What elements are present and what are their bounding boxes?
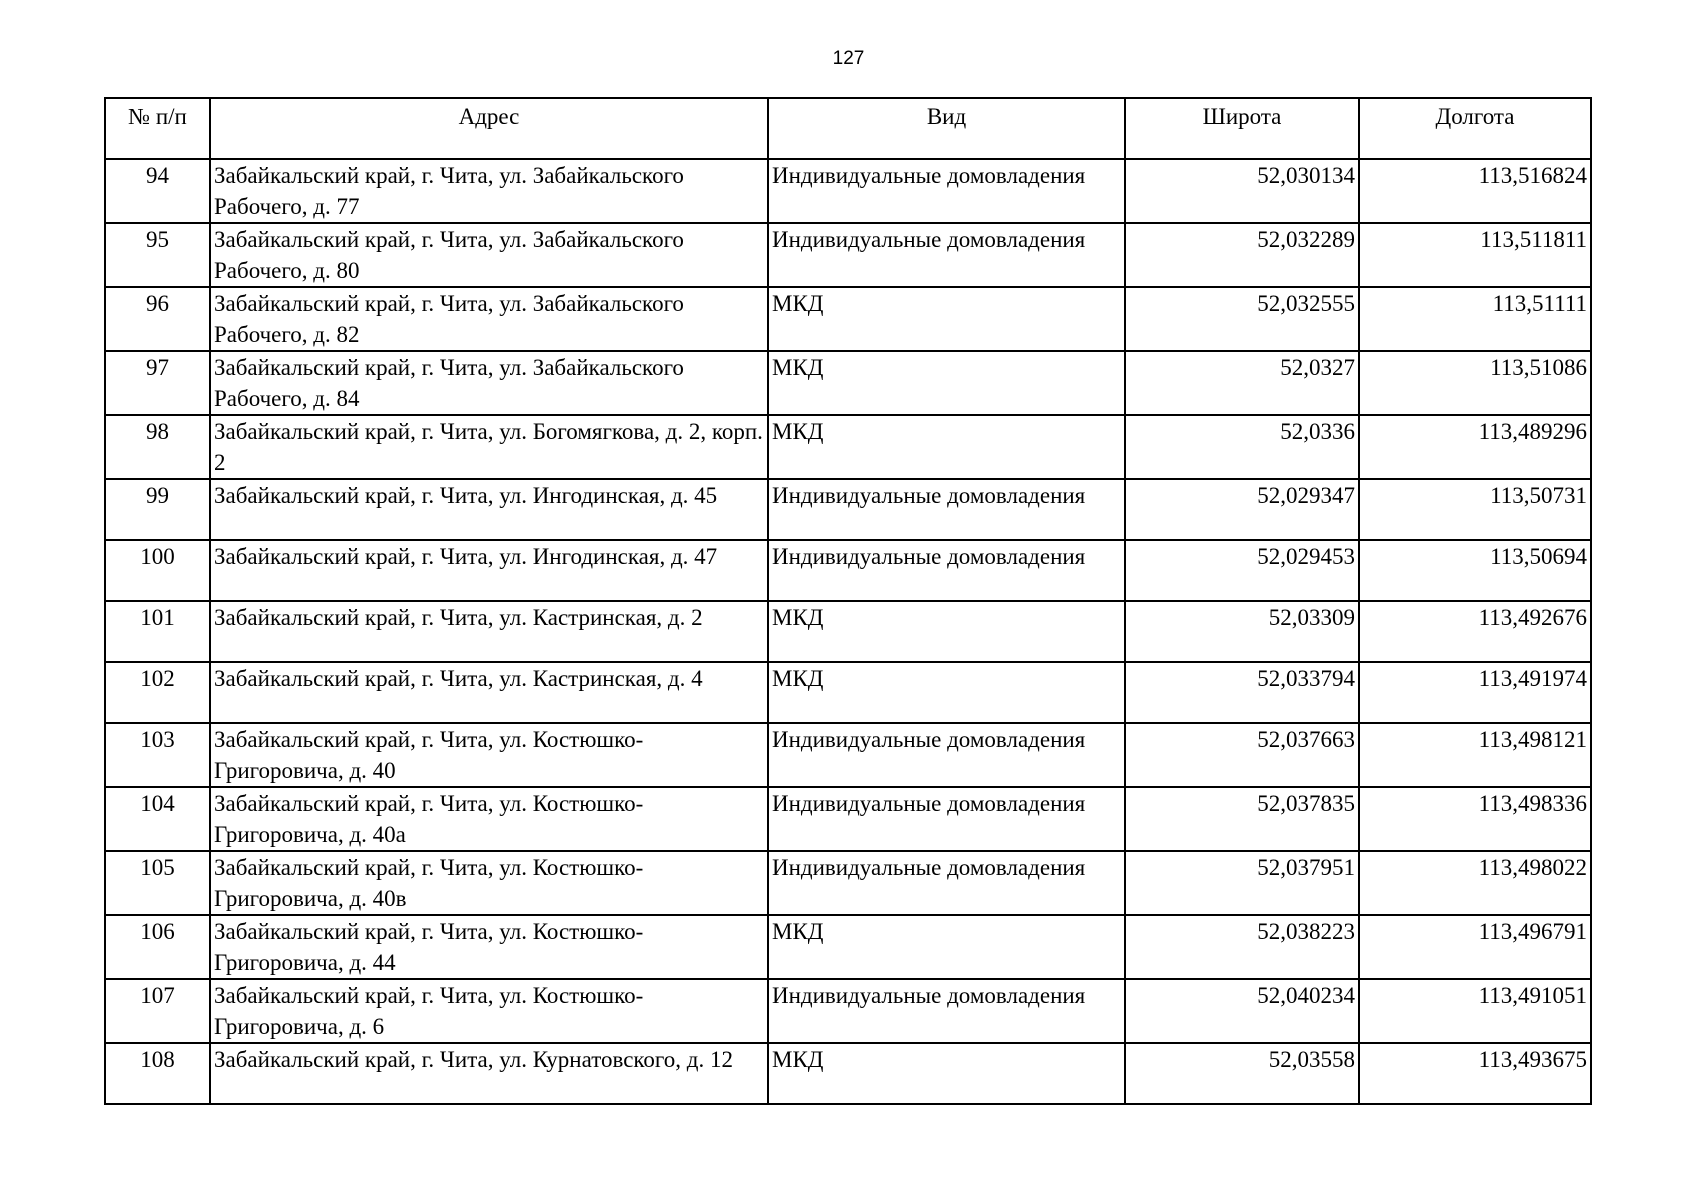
- table-row: [105, 979, 1591, 1043]
- cell-longitude: 113,493675: [1359, 1043, 1591, 1104]
- cell-type: Индивидуальные домовладения: [768, 540, 1125, 601]
- table-row: [105, 479, 1591, 540]
- header-num: № п/п: [105, 98, 210, 159]
- cell-num: 94: [105, 159, 210, 223]
- cell-latitude: 52,032289: [1125, 223, 1359, 287]
- table-row: [105, 787, 1591, 851]
- cell-address: Забайкальский край, г. Чита, ул. Забайкальского Рабочего, д. 80: [210, 223, 768, 287]
- cell-address: Забайкальский край, г. Чита, ул. Курнатовского, д. 12: [210, 1043, 768, 1104]
- cell-longitude: 113,489296: [1359, 415, 1591, 479]
- cell-type: Индивидуальные домовладения: [768, 723, 1125, 787]
- cell-latitude: 52,032555: [1125, 287, 1359, 351]
- cell-latitude: 52,037835: [1125, 787, 1359, 851]
- table-row: [105, 223, 1591, 287]
- header-type: Вид: [768, 98, 1125, 159]
- cell-type: МКД: [768, 601, 1125, 662]
- cell-latitude: 52,037663: [1125, 723, 1359, 787]
- table-row: [105, 1043, 1591, 1104]
- table-row: [105, 851, 1591, 915]
- cell-num: 100: [105, 540, 210, 601]
- address-table: [104, 97, 1592, 1105]
- cell-type: МКД: [768, 1043, 1125, 1104]
- cell-address: Забайкальский край, г. Чита, ул. Костюшко-Григоровича, д. 6: [210, 979, 768, 1043]
- cell-num: 105: [105, 851, 210, 915]
- cell-num: 101: [105, 601, 210, 662]
- cell-type: МКД: [768, 915, 1125, 979]
- cell-latitude: 52,038223: [1125, 915, 1359, 979]
- cell-latitude: 52,029453: [1125, 540, 1359, 601]
- cell-num: 104: [105, 787, 210, 851]
- cell-longitude: 113,516824: [1359, 159, 1591, 223]
- cell-num: 108: [105, 1043, 210, 1104]
- cell-longitude: 113,498022: [1359, 851, 1591, 915]
- cell-address: Забайкальский край, г. Чита, ул. Забайкальского Рабочего, д. 84: [210, 351, 768, 415]
- table-row: [105, 662, 1591, 723]
- header-latitude: Широта: [1125, 98, 1359, 159]
- cell-address: Забайкальский край, г. Чита, ул. Забайкальского Рабочего, д. 82: [210, 287, 768, 351]
- cell-longitude: 113,50694: [1359, 540, 1591, 601]
- table-row: [105, 415, 1591, 479]
- cell-type: Индивидуальные домовладения: [768, 787, 1125, 851]
- cell-latitude: 52,03558: [1125, 1043, 1359, 1104]
- cell-type: Индивидуальные домовладения: [768, 979, 1125, 1043]
- cell-num: 107: [105, 979, 210, 1043]
- cell-latitude: 52,029347: [1125, 479, 1359, 540]
- cell-latitude: 52,037951: [1125, 851, 1359, 915]
- cell-longitude: 113,511811: [1359, 223, 1591, 287]
- cell-latitude: 52,0336: [1125, 415, 1359, 479]
- cell-address: Забайкальский край, г. Чита, ул. Костюшко-Григоровича, д. 40а: [210, 787, 768, 851]
- page-number: 127: [832, 48, 865, 69]
- cell-longitude: 113,491974: [1359, 662, 1591, 723]
- cell-longitude: 113,498121: [1359, 723, 1591, 787]
- cell-address: Забайкальский край, г. Чита, ул. Костюшко-Григоровича, д. 40: [210, 723, 768, 787]
- cell-type: Индивидуальные домовладения: [768, 851, 1125, 915]
- table-row: [105, 351, 1591, 415]
- table-body: [105, 159, 1591, 1104]
- cell-type: Индивидуальные домовладения: [768, 159, 1125, 223]
- cell-num: 103: [105, 723, 210, 787]
- cell-address: Забайкальский край, г. Чита, ул. Ингодинская, д. 47: [210, 540, 768, 601]
- cell-num: 106: [105, 915, 210, 979]
- cell-address: Забайкальский край, г. Чита, ул. Богомягкова, д. 2, корп. 2: [210, 415, 768, 479]
- cell-num: 98: [105, 415, 210, 479]
- table-row: [105, 601, 1591, 662]
- cell-num: 102: [105, 662, 210, 723]
- cell-latitude: 52,040234: [1125, 979, 1359, 1043]
- cell-type: МКД: [768, 415, 1125, 479]
- table-row: [105, 723, 1591, 787]
- cell-longitude: 113,51086: [1359, 351, 1591, 415]
- cell-type: МКД: [768, 287, 1125, 351]
- cell-address: Забайкальский край, г. Чита, ул. Ингодинская, д. 45: [210, 479, 768, 540]
- header-address: Адрес: [210, 98, 768, 159]
- cell-num: 96: [105, 287, 210, 351]
- cell-longitude: 113,491051: [1359, 979, 1591, 1043]
- cell-num: 97: [105, 351, 210, 415]
- cell-latitude: 52,0327: [1125, 351, 1359, 415]
- cell-latitude: 52,03309: [1125, 601, 1359, 662]
- cell-longitude: 113,498336: [1359, 787, 1591, 851]
- cell-num: 99: [105, 479, 210, 540]
- cell-longitude: 113,496791: [1359, 915, 1591, 979]
- table-row: [105, 159, 1591, 223]
- cell-longitude: 113,51111: [1359, 287, 1591, 351]
- cell-type: Индивидуальные домовладения: [768, 479, 1125, 540]
- cell-longitude: 113,50731: [1359, 479, 1591, 540]
- cell-address: Забайкальский край, г. Чита, ул. Кастринская, д. 2: [210, 601, 768, 662]
- cell-address: Забайкальский край, г. Чита, ул. Костюшко-Григоровича, д. 40в: [210, 851, 768, 915]
- table-row: [105, 287, 1591, 351]
- table-row: [105, 915, 1591, 979]
- cell-longitude: 113,492676: [1359, 601, 1591, 662]
- cell-address: Забайкальский край, г. Чита, ул. Забайкальского Рабочего, д. 77: [210, 159, 768, 223]
- header-longitude: Долгота: [1359, 98, 1591, 159]
- table-row: [105, 540, 1591, 601]
- cell-latitude: 52,033794: [1125, 662, 1359, 723]
- cell-type: МКД: [768, 351, 1125, 415]
- cell-type: МКД: [768, 662, 1125, 723]
- cell-latitude: 52,030134: [1125, 159, 1359, 223]
- table-header-row: [105, 98, 1591, 159]
- cell-num: 95: [105, 223, 210, 287]
- cell-address: Забайкальский край, г. Чита, ул. Кастринская, д. 4: [210, 662, 768, 723]
- cell-type: Индивидуальные домовладения: [768, 223, 1125, 287]
- cell-address: Забайкальский край, г. Чита, ул. Костюшко-Григоровича, д. 44: [210, 915, 768, 979]
